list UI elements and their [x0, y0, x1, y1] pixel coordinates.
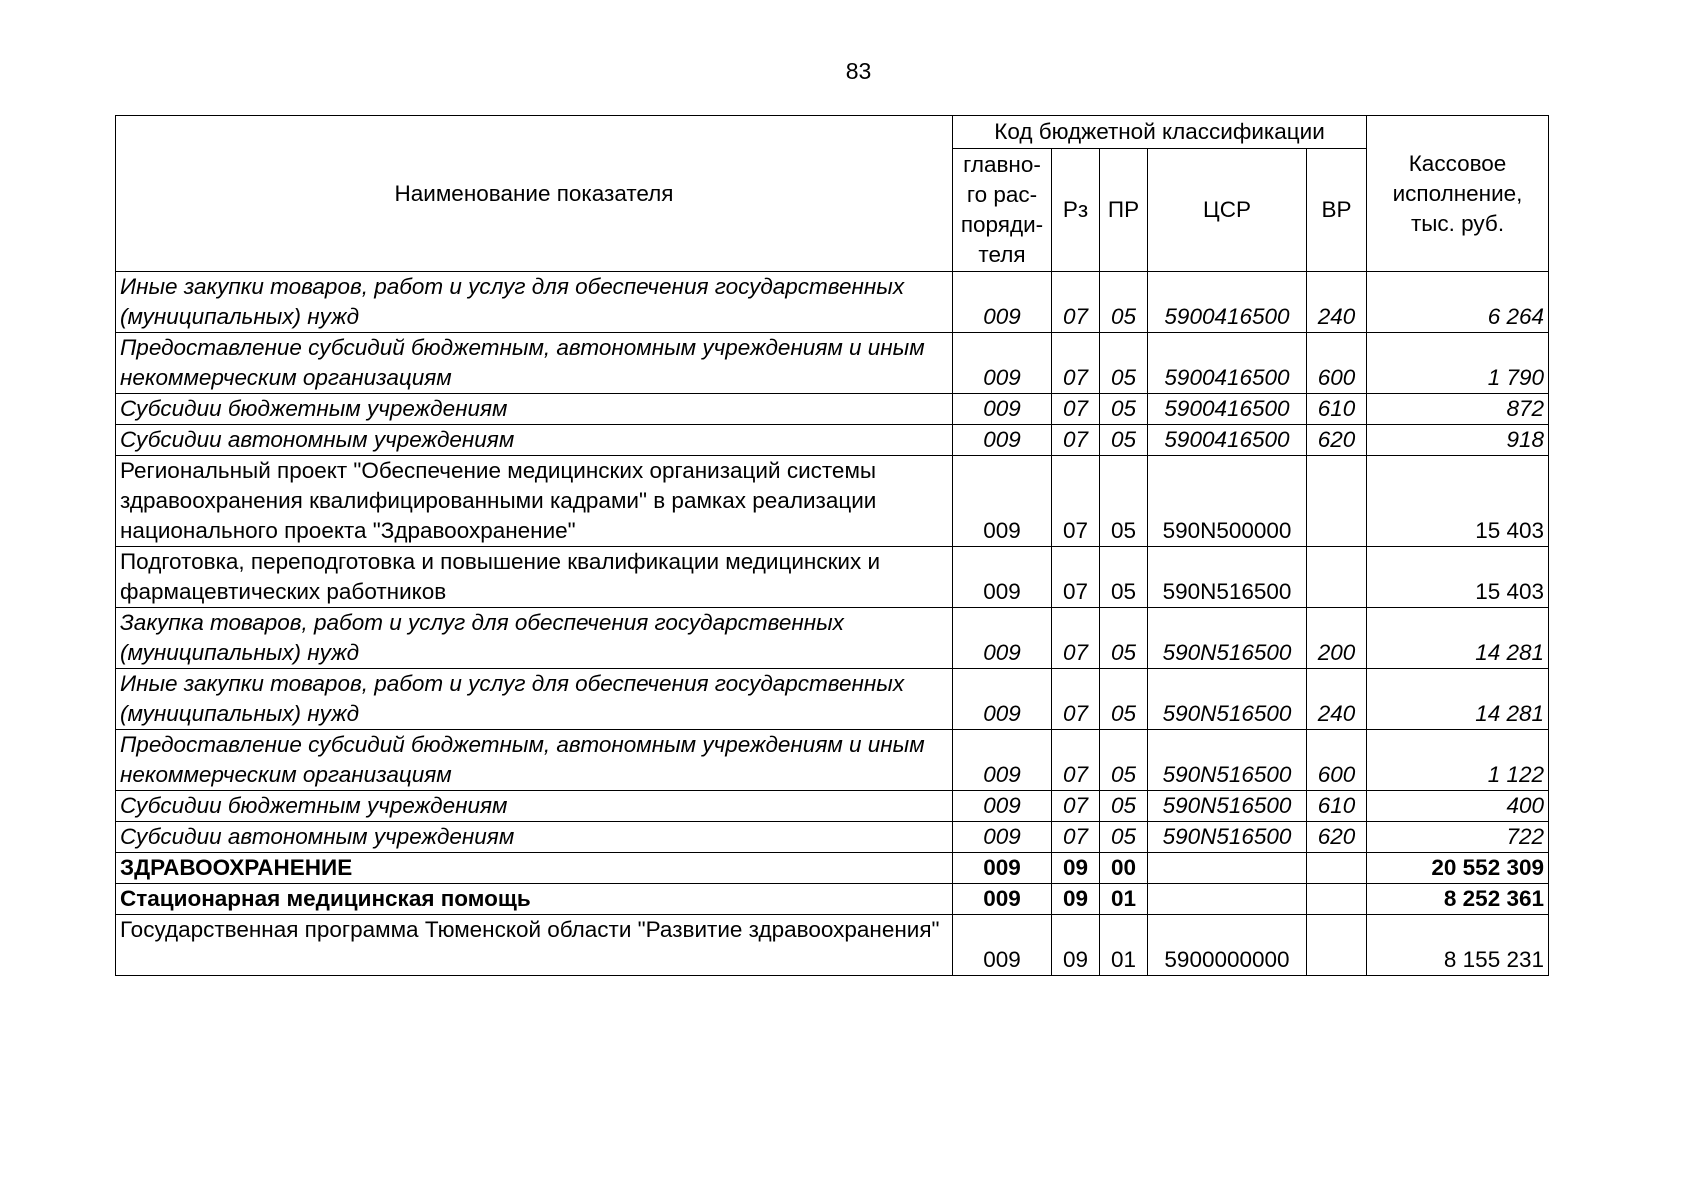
- header-csr: ЦСР: [1148, 149, 1307, 272]
- cell-vr: [1307, 456, 1367, 547]
- cell-pr: 05: [1100, 425, 1148, 456]
- table-row: [116, 425, 1549, 456]
- cell-csr: 5900416500: [1148, 425, 1307, 456]
- cell-rz: 07: [1052, 272, 1100, 333]
- cell-csr: 590N516500: [1148, 822, 1307, 853]
- cell-csr: 5900416500: [1148, 394, 1307, 425]
- table-row: [116, 853, 1549, 884]
- cell-vr: 620: [1307, 822, 1367, 853]
- cell-amount: 8 252 361: [1367, 884, 1549, 915]
- cell-name: ЗДРАВООХРАНЕНИЕ: [116, 853, 953, 884]
- cell-name: Субсидии автономным учреждениям: [116, 425, 953, 456]
- cell-name: Подготовка, переподготовка и повышение квалификации медицинских и фармацевтических работников: [116, 547, 953, 608]
- cell-rz: 07: [1052, 394, 1100, 425]
- cell-amount: 14 281: [1367, 669, 1549, 730]
- cell-amount: 15 403: [1367, 456, 1549, 547]
- page-number: 83: [845, 58, 872, 84]
- cell-name: Региональный проект "Обеспечение медицинских организаций системы здравоохранения квалифицированными кадрами" в рамках реализации национального проекта "Здравоохранение": [116, 456, 953, 547]
- cell-name: Государственная программа Тюменской области "Развитие здравоохранения": [116, 915, 953, 976]
- cell-amount: 15 403: [1367, 547, 1549, 608]
- cell-vr: [1307, 915, 1367, 976]
- cell-vr: 610: [1307, 791, 1367, 822]
- cell-name: Иные закупки товаров, работ и услуг для обеспечения государственных (муниципальных) нужд: [116, 272, 953, 333]
- cell-glav: 009: [953, 791, 1052, 822]
- cell-rz: 07: [1052, 608, 1100, 669]
- cell-name: Иные закупки товаров, работ и услуг для обеспечения государственных (муниципальных) нужд: [116, 669, 953, 730]
- cell-rz: 07: [1052, 547, 1100, 608]
- cell-pr: 05: [1100, 822, 1148, 853]
- cell-pr: 05: [1100, 669, 1148, 730]
- cell-glav: 009: [953, 915, 1052, 976]
- cell-vr: [1307, 853, 1367, 884]
- cell-glav: 009: [953, 425, 1052, 456]
- cell-csr: [1148, 884, 1307, 915]
- cell-amount: 400: [1367, 791, 1549, 822]
- header-glav: главно- го рас- поряди- теля: [953, 149, 1052, 272]
- cell-rz: 07: [1052, 791, 1100, 822]
- cell-vr: 600: [1307, 333, 1367, 394]
- cell-amount: 6 264: [1367, 272, 1549, 333]
- cell-rz: 09: [1052, 884, 1100, 915]
- cell-pr: 05: [1100, 608, 1148, 669]
- cell-rz: 09: [1052, 853, 1100, 884]
- cell-csr: 590N500000: [1148, 456, 1307, 547]
- cell-amount: 918: [1367, 425, 1549, 456]
- table-row: [116, 547, 1549, 608]
- cell-amount: 1 790: [1367, 333, 1549, 394]
- cell-amount: 872: [1367, 394, 1549, 425]
- table-row: [116, 272, 1549, 333]
- cell-amount: 8 155 231: [1367, 915, 1549, 976]
- header-pr: ПР: [1100, 149, 1148, 272]
- cell-csr: 590N516500: [1148, 608, 1307, 669]
- cell-pr: 05: [1100, 456, 1148, 547]
- cell-vr: 240: [1307, 669, 1367, 730]
- cell-pr: 05: [1100, 730, 1148, 791]
- budget-table: [115, 115, 1549, 976]
- cell-amount: 20 552 309: [1367, 853, 1549, 884]
- cell-pr: 01: [1100, 884, 1148, 915]
- cell-rz: 07: [1052, 333, 1100, 394]
- cell-csr: 5900416500: [1148, 333, 1307, 394]
- table-row: [116, 608, 1549, 669]
- cell-glav: 009: [953, 547, 1052, 608]
- cell-rz: 07: [1052, 730, 1100, 791]
- table-row: [116, 669, 1549, 730]
- cell-name: Предоставление субсидий бюджетным, автономным учреждениям и иным некоммерческим организациям: [116, 730, 953, 791]
- cell-rz: 07: [1052, 669, 1100, 730]
- cell-rz: 07: [1052, 822, 1100, 853]
- cell-csr: 590N516500: [1148, 669, 1307, 730]
- table-row: [116, 822, 1549, 853]
- table-row: [116, 791, 1549, 822]
- cell-name: Стационарная медицинская помощь: [116, 884, 953, 915]
- table-row: [116, 915, 1549, 976]
- cell-pr: 05: [1100, 547, 1148, 608]
- cell-csr: 590N516500: [1148, 730, 1307, 791]
- cell-rz: 07: [1052, 456, 1100, 547]
- cell-glav: 009: [953, 272, 1052, 333]
- cell-vr: 620: [1307, 425, 1367, 456]
- cell-vr: 600: [1307, 730, 1367, 791]
- cell-glav: 009: [953, 822, 1052, 853]
- table-row: [116, 333, 1549, 394]
- cell-pr: 05: [1100, 791, 1148, 822]
- cell-vr: [1307, 884, 1367, 915]
- cell-name: Субсидии автономным учреждениям: [116, 822, 953, 853]
- cell-glav: 009: [953, 853, 1052, 884]
- cell-pr: 05: [1100, 272, 1148, 333]
- cell-amount: 1 122: [1367, 730, 1549, 791]
- cell-vr: [1307, 547, 1367, 608]
- table-row: [116, 730, 1549, 791]
- cell-pr: 05: [1100, 333, 1148, 394]
- cell-glav: 009: [953, 669, 1052, 730]
- header-amount: Кассовое исполнение, тыс. руб.: [1367, 116, 1549, 272]
- header-rz: Рз: [1052, 149, 1100, 272]
- cell-csr: 590N516500: [1148, 547, 1307, 608]
- cell-name: Субсидии бюджетным учреждениям: [116, 394, 953, 425]
- cell-csr: 590N516500: [1148, 791, 1307, 822]
- cell-rz: 07: [1052, 425, 1100, 456]
- cell-glav: 009: [953, 730, 1052, 791]
- cell-glav: 009: [953, 333, 1052, 394]
- cell-rz: 09: [1052, 915, 1100, 976]
- table-row: [116, 884, 1549, 915]
- cell-name: Предоставление субсидий бюджетным, автономным учреждениям и иным некоммерческим организациям: [116, 333, 953, 394]
- cell-pr: 01: [1100, 915, 1148, 976]
- header-vr: ВР: [1307, 149, 1367, 272]
- cell-pr: 00: [1100, 853, 1148, 884]
- cell-vr: 200: [1307, 608, 1367, 669]
- header-name: Наименование показателя: [116, 116, 953, 272]
- cell-amount: 14 281: [1367, 608, 1549, 669]
- header-code-group: Код бюджетной классификации: [953, 116, 1367, 149]
- table-row: [116, 394, 1549, 425]
- table-row: [116, 456, 1549, 547]
- cell-name: Субсидии бюджетным учреждениям: [116, 791, 953, 822]
- cell-amount: 722: [1367, 822, 1549, 853]
- cell-glav: 009: [953, 608, 1052, 669]
- cell-pr: 05: [1100, 394, 1148, 425]
- cell-name: Закупка товаров, работ и услуг для обеспечения государственных (муниципальных) нужд: [116, 608, 953, 669]
- cell-glav: 009: [953, 456, 1052, 547]
- cell-glav: 009: [953, 394, 1052, 425]
- cell-vr: 610: [1307, 394, 1367, 425]
- cell-csr: [1148, 853, 1307, 884]
- cell-vr: 240: [1307, 272, 1367, 333]
- cell-csr: 5900000000: [1148, 915, 1307, 976]
- cell-glav: 009: [953, 884, 1052, 915]
- cell-csr: 5900416500: [1148, 272, 1307, 333]
- table-body: [116, 272, 1549, 976]
